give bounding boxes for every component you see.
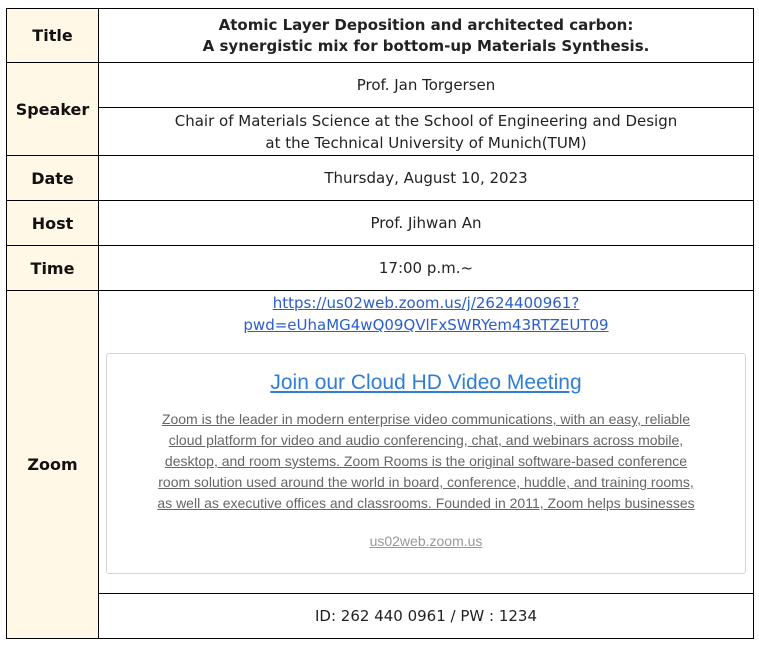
zoom-card-url[interactable]: us02web.zoom.us xyxy=(369,533,483,549)
seminar-info-table xyxy=(6,8,754,639)
zoom-card-title[interactable]: Join our Cloud HD Video Meeting xyxy=(270,371,582,394)
title-row xyxy=(7,9,754,63)
speaker-affiliation-row xyxy=(7,108,754,156)
title-line-1: Atomic Layer Deposition and architected carbon: xyxy=(218,15,634,34)
time-value: 17:00 p.m.~ xyxy=(99,246,754,291)
zoom-row xyxy=(7,291,754,594)
speaker-label: Speaker xyxy=(7,63,99,156)
zoom-label: Zoom xyxy=(7,291,99,639)
zoom-credentials: ID: 262 440 0961 / PW : 1234 xyxy=(99,594,754,639)
zoom-link-line-1: https://us02web.zoom.us/j/2624400961? xyxy=(272,294,580,312)
time-row xyxy=(7,246,754,291)
title-line-2: A synergistic mix for bottom-up Materials Synthesis. xyxy=(202,36,650,55)
zoom-preview-card[interactable] xyxy=(106,353,746,574)
date-row xyxy=(7,156,754,201)
zoom-link-line-2: pwd=eUhaMG4wQ09QVlFxSWRYem43RTZEUT09 xyxy=(243,316,609,334)
title-label: Title xyxy=(7,9,99,63)
time-label: Time xyxy=(7,246,99,291)
speaker-affiliation xyxy=(99,108,754,156)
speaker-row xyxy=(7,63,754,108)
card-desc-line: Zoom is the leader in modern enterprise video communications, with an easy, reliable xyxy=(161,411,691,427)
card-desc-line: desktop, and room systems. Zoom Rooms is the original software-based conference xyxy=(164,453,688,469)
card-desc-line: as well as executive offices and classrooms. Founded in 2011, Zoom helps businesses xyxy=(157,495,695,511)
host-label: Host xyxy=(7,201,99,246)
host-value: Prof. Jihwan An xyxy=(99,201,754,246)
speaker-name: Prof. Jan Torgersen xyxy=(99,63,754,108)
date-value: Thursday, August 10, 2023 xyxy=(99,156,754,201)
affiliation-line-2: at the Technical University of Munich(TUM) xyxy=(265,133,587,152)
zoom-credentials-row xyxy=(7,594,754,639)
date-label: Date xyxy=(7,156,99,201)
zoom-details xyxy=(99,291,754,594)
zoom-meeting-link[interactable] xyxy=(99,292,753,336)
card-desc-line: cloud platform for video and audio conferencing, chat, and webinars across mobile, xyxy=(168,432,684,448)
host-row xyxy=(7,201,754,246)
zoom-card-description[interactable] xyxy=(107,409,745,514)
card-desc-line: room solution used around the world in board, conference, huddle, and training rooms, xyxy=(158,474,694,490)
affiliation-line-1: Chair of Materials Science at the School of Engineering and Design xyxy=(174,111,678,130)
title-value xyxy=(99,9,754,63)
